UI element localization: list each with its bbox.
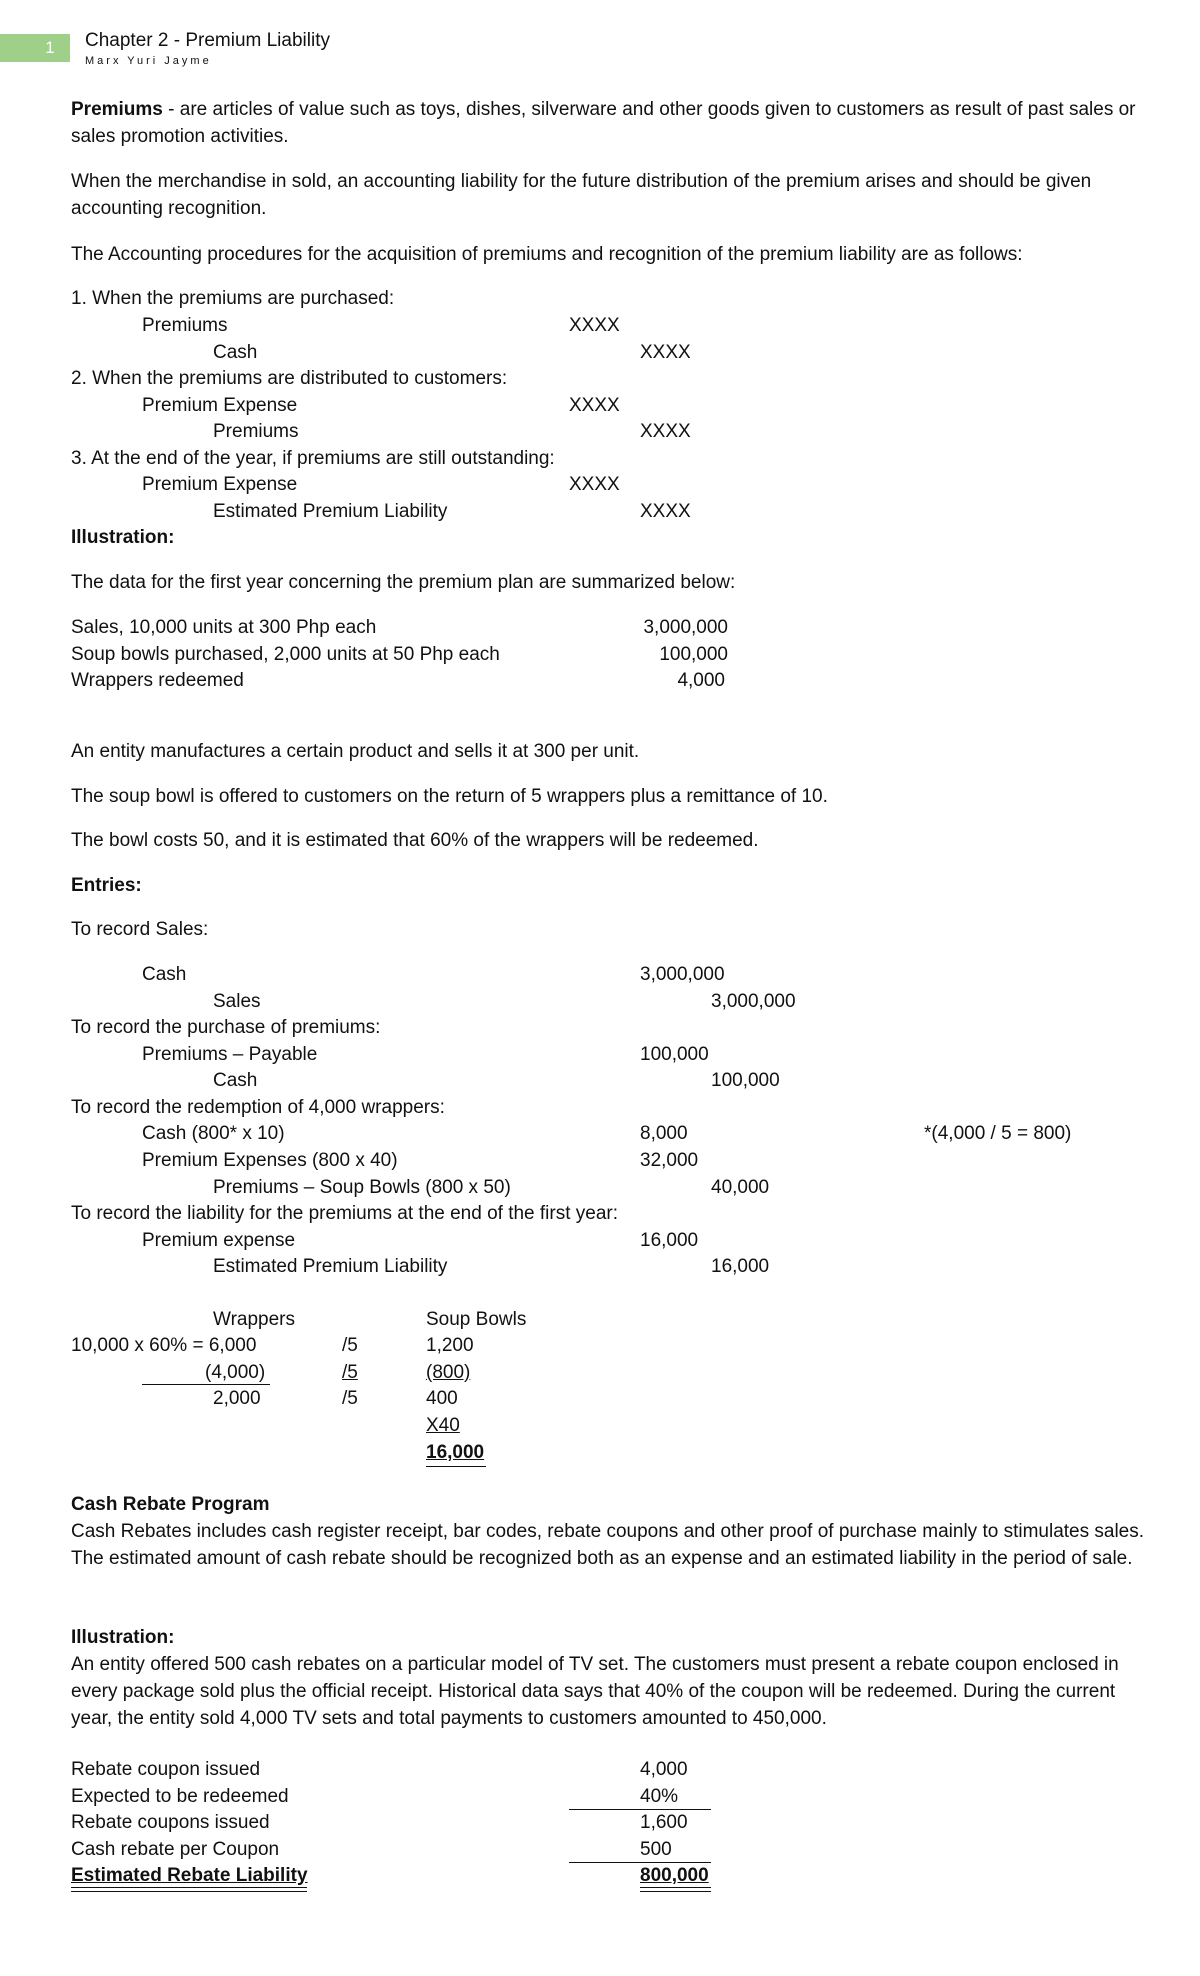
purchase-debit-account: Premiums – Payable <box>142 1044 318 1065</box>
author-name: Marx Yuri Jayme <box>85 55 212 67</box>
step2-debit-amount: XXXX <box>569 395 620 416</box>
divide-by-five: /5 <box>342 1335 358 1356</box>
liability-debit-amount: 16,000 <box>640 1230 699 1251</box>
sales-credit-amount: 3,000,000 <box>711 991 796 1012</box>
redemption-debit-expense-amount: 32,000 <box>640 1150 699 1171</box>
rebate-row-label: Expected to be redeemed <box>71 1786 289 1807</box>
redemption-credit-account: Premiums – Soup Bowls (800 x 50) <box>213 1177 511 1198</box>
rebate-row-label: Rebate coupons issued <box>71 1812 270 1833</box>
step2-credit-account: Premiums <box>213 421 299 442</box>
bowl-cost-multiplier: X40 <box>426 1415 460 1436</box>
soup-bowls-header: Soup Bowls <box>426 1309 527 1330</box>
intro-paragraph-premiums <box>71 96 1161 150</box>
page-number: 1 <box>45 38 55 57</box>
wrappers-redeemed: (4,000) <box>205 1362 266 1383</box>
wrappers-underline <box>142 1384 270 1385</box>
step1-debit-amount: XXXX <box>569 315 620 336</box>
premium-liability-total: 16,000 <box>426 1442 485 1463</box>
step1-debit-account: Premiums <box>142 315 228 336</box>
rebate-liability-label: Estimated Rebate Liability <box>71 1865 308 1886</box>
redemption-debit-cash: Cash (800* x 10) <box>142 1123 285 1144</box>
intro-paragraph-liability: When the merchandise in sold, an accounting liability for the future distribution of the premium arises and should be given accounting recognition. <box>71 171 1092 219</box>
step2-credit-amount: XXXX <box>640 421 691 442</box>
procedure-step-1: 1. When the premiums are purchased: <box>71 288 395 309</box>
liability-heading: To record the liability for the premiums at the end of the first year: <box>71 1203 619 1224</box>
rebate-row-value: 1,600 <box>640 1812 688 1833</box>
rebate-value-double-underline <box>640 1887 711 1892</box>
rebate-row-label: Cash rebate per Coupon <box>71 1839 280 1860</box>
rebate-heading: Cash Rebate Program <box>71 1494 270 1515</box>
illustration-summary: The data for the first year concerning the premium plan are summarized below: <box>71 572 736 593</box>
rebate-row-label: Rebate coupon issued <box>71 1759 261 1780</box>
data-row-value: 100,000 <box>659 644 728 665</box>
premiums-definition: - are articles of value such as toys, dishes, silverware and other goods given to customers as result of past sales or sales promotion activities. <box>71 99 1136 147</box>
rebate-row-value: 500 <box>640 1839 672 1860</box>
step2-debit-account: Premium Expense <box>142 395 298 416</box>
divide-by-five: /5 <box>342 1362 358 1383</box>
rebate-liability-value: 800,000 <box>640 1865 709 1886</box>
step3-credit-amount: XXXX <box>640 501 691 522</box>
sales-debit-account: Cash <box>142 964 187 985</box>
rebate-row-value: 4,000 <box>640 1759 688 1780</box>
divide-by-five: /5 <box>342 1388 358 1409</box>
wrappers-outstanding: 2,000 <box>213 1388 261 1409</box>
procedure-step-2: 2. When the premiums are distributed to customers: <box>71 368 508 389</box>
illustration-note-2: The soup bowl is offered to customers on the return of 5 wrappers plus a remittance of 10. <box>71 786 828 807</box>
procedure-step-3: 3. At the end of the year, if premiums are still outstanding: <box>71 448 555 469</box>
illustration-note-1: An entity manufactures a certain product and sells it at 300 per unit. <box>71 741 640 762</box>
redemption-credit-amount: 40,000 <box>711 1177 770 1198</box>
data-row-value: 4,000 <box>677 670 725 691</box>
redemption-debit-expense: Premium Expenses (800 x 40) <box>142 1150 398 1171</box>
wrappers-header: Wrappers <box>213 1309 296 1330</box>
bowls-outstanding: 400 <box>426 1388 458 1409</box>
data-row-label: Sales, 10,000 units at 300 Php each <box>71 617 377 638</box>
entries-heading: Entries: <box>71 875 142 896</box>
step3-credit-account: Estimated Premium Liability <box>213 501 448 522</box>
redemption-footnote: *(4,000 / 5 = 800) <box>924 1123 1072 1144</box>
illustration-heading: Illustration: <box>71 527 175 548</box>
data-row-label: Soup bowls purchased, 2,000 units at 50 Php each <box>71 644 500 665</box>
rebate-row-value: 40% <box>640 1786 679 1807</box>
rebate-description: Cash Rebates includes cash register receipt, bar codes, rebate coupons and other proof of purchase mainly to stimulates sales. The estimated amount of cash rebate should be recognized both as an expense and an estimated liability in the period of sale. <box>71 1521 1145 1569</box>
redemption-heading: To record the redemption of 4,000 wrappers: <box>71 1097 445 1118</box>
illustration-note-3: The bowl costs 50, and it is estimated that 60% of the wrappers will be redeemed. <box>71 830 759 851</box>
purchase-credit-account: Cash <box>213 1070 258 1091</box>
purchase-debit-amount: 100,000 <box>640 1044 709 1065</box>
liability-credit-account: Estimated Premium Liability <box>213 1256 448 1277</box>
chapter-title: Chapter 2 - Premium Liability <box>85 30 330 51</box>
sales-debit-amount: 3,000,000 <box>640 964 725 985</box>
data-row-label: Wrappers redeemed <box>71 670 244 691</box>
sales-credit-account: Sales <box>213 991 261 1012</box>
rebate-liability-double-underline <box>71 1887 307 1892</box>
data-row-value: 3,000,000 <box>643 617 728 638</box>
liability-credit-amount: 16,000 <box>711 1256 770 1277</box>
step1-credit-amount: XXXX <box>640 342 691 363</box>
total-double-underline <box>426 1466 486 1467</box>
redemption-debit-cash-amount: 8,000 <box>640 1123 688 1144</box>
purchase-credit-amount: 100,000 <box>711 1070 780 1091</box>
to-record-sales: To record Sales: <box>71 919 209 940</box>
liability-debit-account: Premium expense <box>142 1230 296 1251</box>
step1-credit-account: Cash <box>213 342 258 363</box>
wrappers-expected: 10,000 x 60% = 6,000 <box>71 1335 257 1356</box>
intro-paragraph-procedures: The Accounting procedures for the acquisition of premiums and recognition of the premium liability are as follows: <box>71 244 1023 265</box>
step3-debit-account: Premium Expense <box>142 474 298 495</box>
bowls-expected: 1,200 <box>426 1335 474 1356</box>
rebate-illustration-heading: Illustration: <box>71 1627 175 1648</box>
step3-debit-amount: XXXX <box>569 474 620 495</box>
bowls-redeemed: (800) <box>426 1362 471 1383</box>
rebate-illustration-text: An entity offered 500 cash rebates on a particular model of TV set. The customers must present a rebate coupon enclosed in every package sold plus the official receipt. Historical data says that 40% of the coupon will be redeemed. During the current year, the entity sold 4,000 TV sets and total payments to customers amounted to 450,000. <box>71 1654 1119 1729</box>
purchase-heading: To record the purchase of premiums: <box>71 1017 381 1038</box>
page-number-badge <box>0 34 70 62</box>
premiums-term: Premiums <box>71 99 163 120</box>
